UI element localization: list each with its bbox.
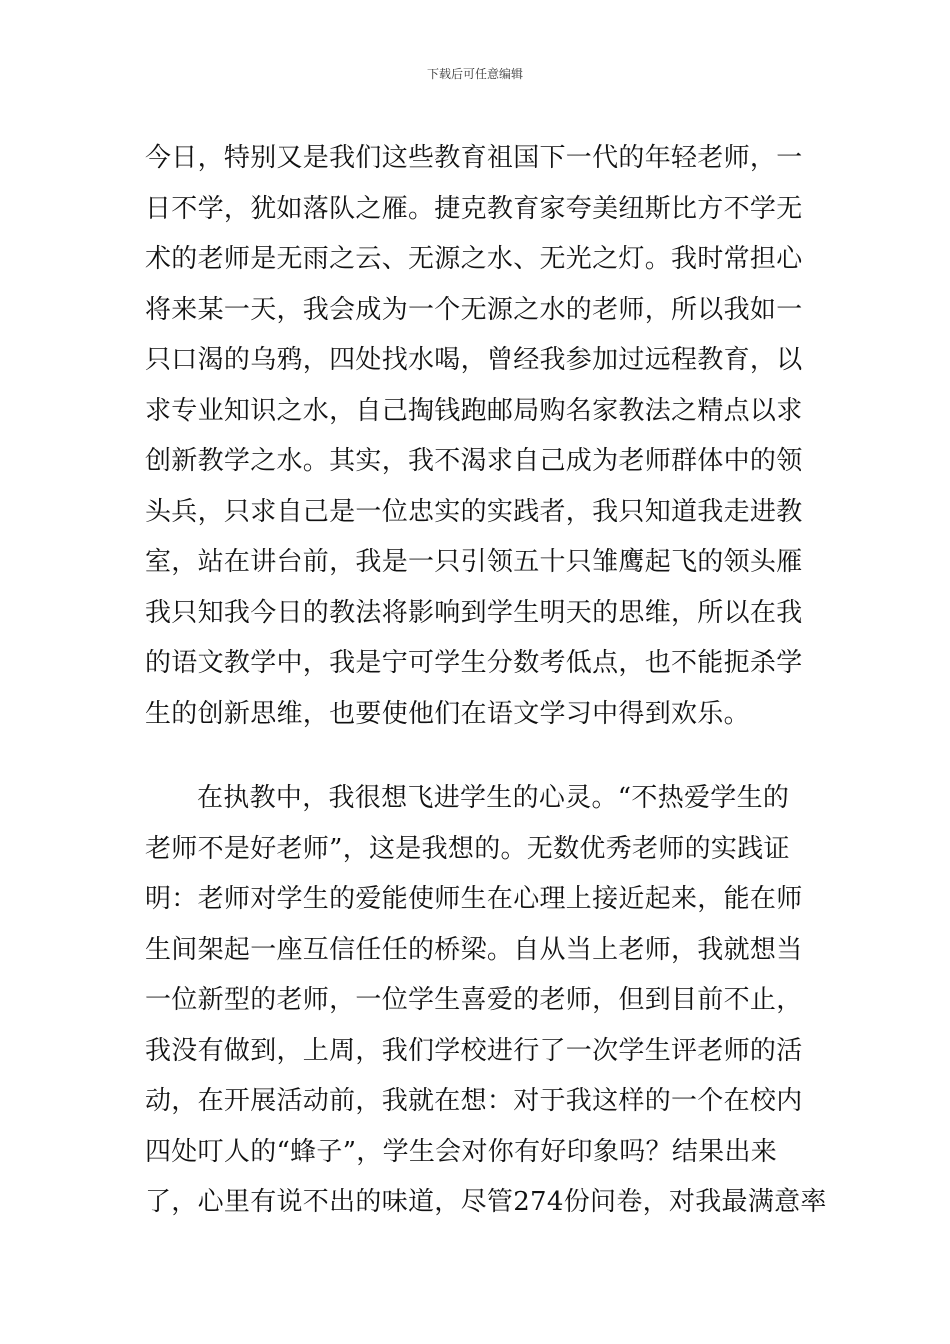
text-line: 只口渴的乌鸦，四处找水喝，曾经我参加过远程教育，以 xyxy=(145,345,803,375)
text-line: 将来某一天，我会成为一个无源之水的老师，所以我如一 xyxy=(145,294,803,325)
text-line: 一位新型的老师，一位学生喜爱的老师，但到目前不止， xyxy=(145,985,803,1015)
text-line: 动，在开展活动前，我就在想：对于我这样的一个在校内 xyxy=(145,1086,803,1116)
text-line: 我没有做到，上周，我们学校进行了一次学生评老师的活 xyxy=(145,1035,803,1066)
text-line: 明：老师对学生的爱能使师生在心理上接近起来，能在师 xyxy=(145,884,803,914)
text-line: 术的老师是无雨之云、无源之水、无光之灯。我时常担心 xyxy=(145,244,803,274)
text-line: 今日，特别又是我们这些教育祖国下一代的年轻老师，一 xyxy=(145,143,803,173)
text-line: 四处叮人的“蜂子”，学生会对你有好印象吗？结果出来 xyxy=(145,1136,778,1167)
paragraph-1 xyxy=(145,133,810,739)
text-line: 我只知我今日的教法将影响到学生明天的思维，所以在我 xyxy=(145,597,803,628)
text-line: 在执教中，我很想飞进学生的心灵。“不热爱学生的 xyxy=(197,783,790,813)
text-line: 了，心里有说不出的味道，尽管274份问卷，对我最满意率 xyxy=(145,1187,827,1217)
page-header-note: 下载后可任意编辑 xyxy=(426,67,523,81)
text-line: 日不学，犹如落队之雁。捷克教育家夸美纽斯比方不学无 xyxy=(145,193,803,224)
text-line: 生的创新思维，也要使他们在语文学习中得到欢乐。 xyxy=(145,698,750,729)
text-line: 室，站在讲台前，我是一只引领五十只雏鹰起飞的领头雁 xyxy=(145,547,803,577)
text-line: 的语文教学中，我是宁可学生分数考低点，也不能扼杀学 xyxy=(145,648,803,678)
text-line: 老师不是好老师”，这是我想的。无数优秀老师的实践证 xyxy=(145,833,790,864)
text-line: 求专业知识之水，自己掏钱跑邮局购名家教法之精点以求 xyxy=(145,395,803,426)
paragraph-2 xyxy=(145,773,827,1228)
text-line: 创新教学之水。其实，我不渴求自己成为老师群体中的领 xyxy=(145,446,803,476)
text-line: 头兵，只求自己是一位忠实的实践者，我只知道我走进教 xyxy=(145,496,803,527)
text-line: 生间架起一座互信任任的桥梁。自从当上老师，我就想当 xyxy=(145,934,803,965)
